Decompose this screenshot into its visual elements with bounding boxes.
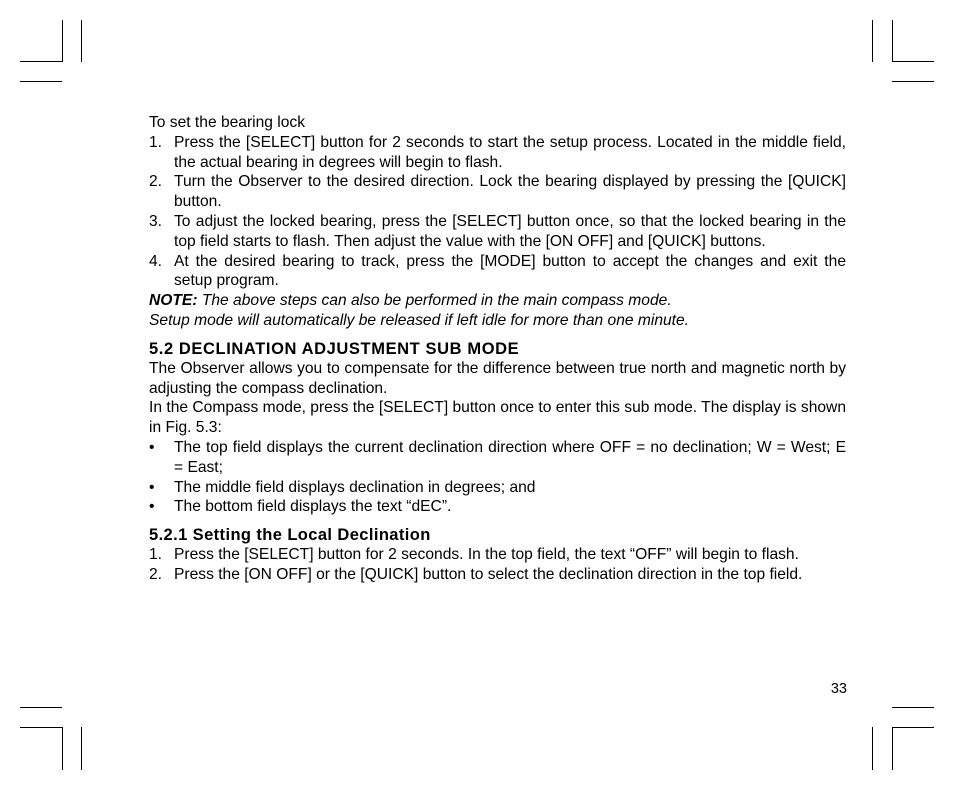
local-declination-steps bbox=[149, 545, 846, 585]
crop-mark bbox=[892, 81, 934, 82]
crop-mark bbox=[81, 20, 82, 62]
bearing-lock-steps bbox=[149, 133, 846, 291]
crop-mark bbox=[20, 61, 62, 62]
crop-mark bbox=[20, 81, 62, 82]
list-item: 3. To adjust the locked bearing, press the [SELECT] button once, so that the locked bearing in the top field starts to flash. Then adjust the value with the [ON OFF] and [QUICK] buttons. bbox=[149, 212, 846, 250]
crop-mark bbox=[892, 707, 934, 708]
crop-mark bbox=[872, 20, 873, 62]
crop-mark bbox=[62, 727, 63, 770]
display-fields-list bbox=[149, 438, 846, 517]
page-content bbox=[149, 113, 846, 585]
list-item: 2. Press the [ON OFF] or the [QUICK] button to select the declination direction in the top field. bbox=[149, 565, 803, 583]
list-item: 4. At the desired bearing to track, press the [MODE] button to accept the changes and exit the setup program. bbox=[149, 252, 846, 290]
page-number: 33 bbox=[830, 681, 847, 697]
list-item: • The middle field displays declination in degrees; and bbox=[149, 478, 536, 496]
list-item: 2. Turn the Observer to the desired direction. Lock the bearing displayed by pressing the [QUICK] button. bbox=[149, 173, 846, 211]
crop-mark bbox=[20, 727, 62, 728]
crop-mark bbox=[892, 20, 893, 62]
crop-mark bbox=[20, 707, 62, 708]
note-line-2: Setup mode will automatically be released if left idle for more than one minute. bbox=[149, 311, 690, 329]
paragraph: The Observer allows you to compensate for the difference between true north and magnetic north by adjusting the compass declination. bbox=[149, 359, 846, 397]
list-item: 1. Press the [SELECT] button for 2 seconds. In the top field, the text “OFF” will begin to flash. bbox=[149, 546, 799, 564]
list-item: 1. Press the [SELECT] button for 2 seconds to start the setup process. Located in the middle field, the actual bearing in degrees will begin to flash. bbox=[149, 133, 846, 171]
paragraph: In the Compass mode, press the [SELECT] button once to enter this sub mode. The display is shown in Fig. 5.3: bbox=[149, 399, 846, 437]
crop-mark bbox=[81, 727, 82, 770]
crop-mark bbox=[892, 727, 934, 728]
list-item: • The bottom field displays the text “dEC”. bbox=[149, 498, 452, 516]
crop-mark bbox=[872, 727, 873, 770]
section-heading-5-2-1: 5.2.1 Setting the Local Declination bbox=[149, 526, 431, 545]
note-line-1: The above steps can also be performed in the main compass mode. bbox=[197, 292, 672, 310]
crop-mark bbox=[892, 727, 893, 770]
note-label: NOTE: bbox=[149, 292, 198, 310]
crop-mark bbox=[892, 61, 934, 62]
crop-mark bbox=[62, 20, 63, 62]
note-block bbox=[149, 291, 846, 331]
intro-line: To set the bearing lock bbox=[149, 114, 306, 131]
list-item: • The top field displays the current declination direction where OFF = no declination; W = West; E = East; bbox=[149, 438, 846, 476]
section-heading-5-2: 5.2 DECLINATION ADJUSTMENT SUB MODE bbox=[149, 339, 520, 358]
